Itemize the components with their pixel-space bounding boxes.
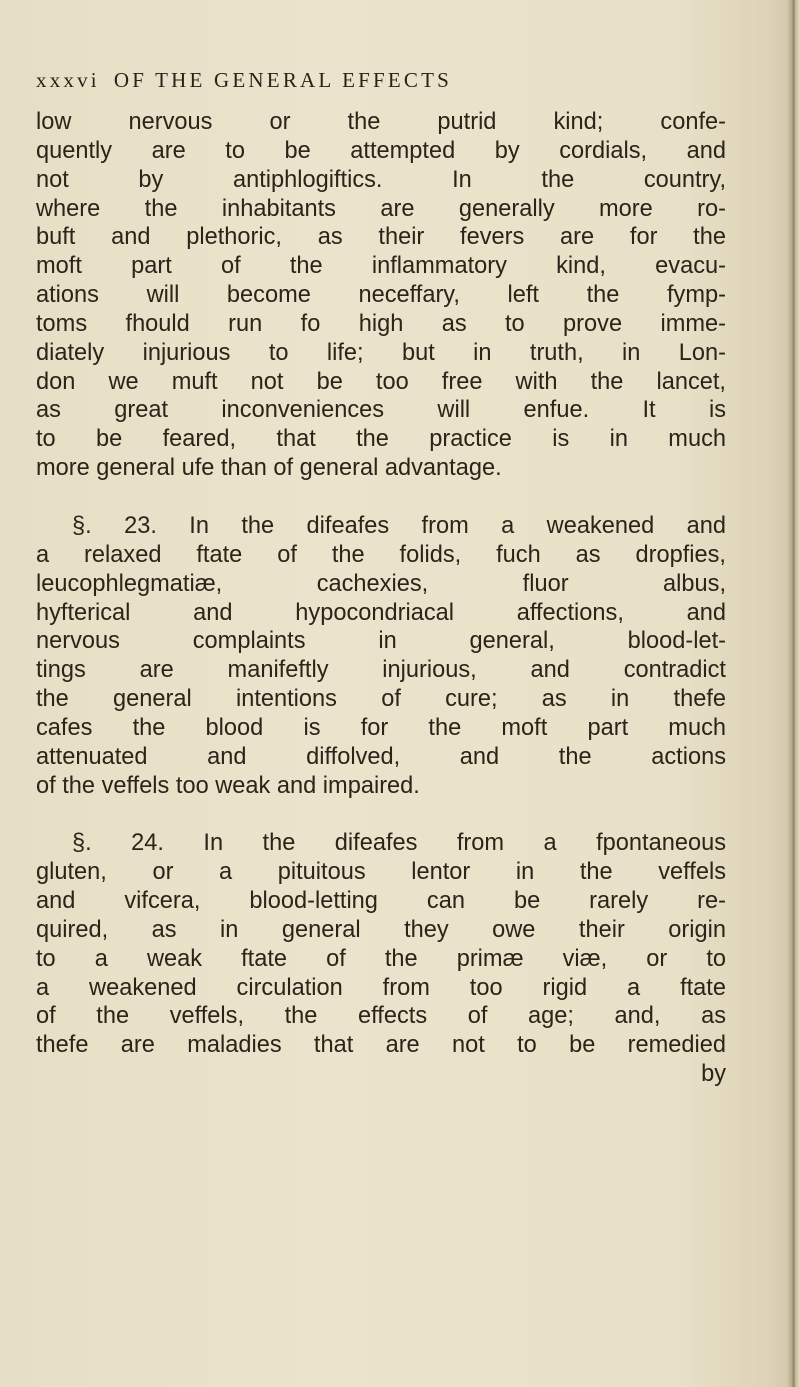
text-line: quired, as in general they owe their origin xyxy=(36,916,726,943)
running-title: OF THE GENERAL EFFECTS xyxy=(113,68,453,92)
text-line: as great inconveniences will enfue. It is xyxy=(36,397,726,424)
text-line: quently are to be attempted by cordials, and xyxy=(36,137,726,164)
text-line: tings are manifeftly injurious, and contradict xyxy=(36,657,726,684)
text-line: leucophlegmatiæ, cachexies, fluor albus, xyxy=(36,570,726,597)
catchword: by xyxy=(701,1061,726,1088)
text-line: toms fhould run fo high as to prove imme- xyxy=(36,310,726,337)
text-line: gluten, or a pituitous lentor in the veffels xyxy=(36,859,726,886)
paragraph-gap xyxy=(36,483,726,512)
text-line: where the inhabitants are generally more ro- xyxy=(36,195,726,222)
paragraph-section-24 xyxy=(36,829,726,1060)
text-line: buft and plethoric, as their fevers are for the xyxy=(36,224,726,251)
text-line: a relaxed ftate of the folids, fuch as dropfies, xyxy=(36,541,726,568)
text-line: of the veffels too weak and impaired. xyxy=(36,772,420,799)
text-line: nervous complaints in general, blood-let- xyxy=(36,628,726,655)
text-line: to a weak ftate of the primæ viæ, or to xyxy=(36,945,726,972)
page-number: xxxvi xyxy=(36,68,100,92)
text-line: §. 23. In the difeafes from a weakened and xyxy=(72,512,726,539)
text-line: to be feared, that the practice is in much xyxy=(36,426,726,453)
text-line: §. 24. In the difeafes from a fpontaneous xyxy=(72,830,726,857)
text-line: attenuated and diffolved, and the actions xyxy=(36,743,726,770)
paragraph-gap xyxy=(36,800,726,829)
text-line: more general ufe than of general advantage. xyxy=(36,455,502,482)
paragraph-section-23 xyxy=(36,512,726,800)
paragraph xyxy=(36,108,726,483)
running-head xyxy=(36,68,726,93)
text-line: diately injurious to life; but in truth, in Lon- xyxy=(36,339,726,366)
text-line: don we muft not be too free with the lancet, xyxy=(36,368,726,395)
text-line: the general intentions of cure; as in thefe xyxy=(36,686,726,713)
text-line: moft part of the inflammatory kind, evacu- xyxy=(36,253,726,280)
text-line: hyfterical and hypocondriacal affections, and xyxy=(36,599,726,626)
text-line: thefe are maladies that are not to be remedied xyxy=(36,1032,726,1059)
text-line: ations will become neceffary, left the fymp- xyxy=(36,282,726,309)
text-line: and vifcera, blood-letting can be rarely re- xyxy=(36,888,726,915)
text-line: low nervous or the putrid kind; confe- xyxy=(36,109,726,135)
text-line: a weakened circulation from too rigid a ftate xyxy=(36,974,726,1001)
text-line: of the veffels, the effects of age; and, as xyxy=(36,1003,726,1030)
body-text xyxy=(36,108,726,1089)
page-edge-shadow xyxy=(786,0,800,1387)
text-line: cafes the blood is for the moft part much xyxy=(36,714,726,741)
text-line: not by antiphlogiftics. In the country, xyxy=(36,166,726,193)
